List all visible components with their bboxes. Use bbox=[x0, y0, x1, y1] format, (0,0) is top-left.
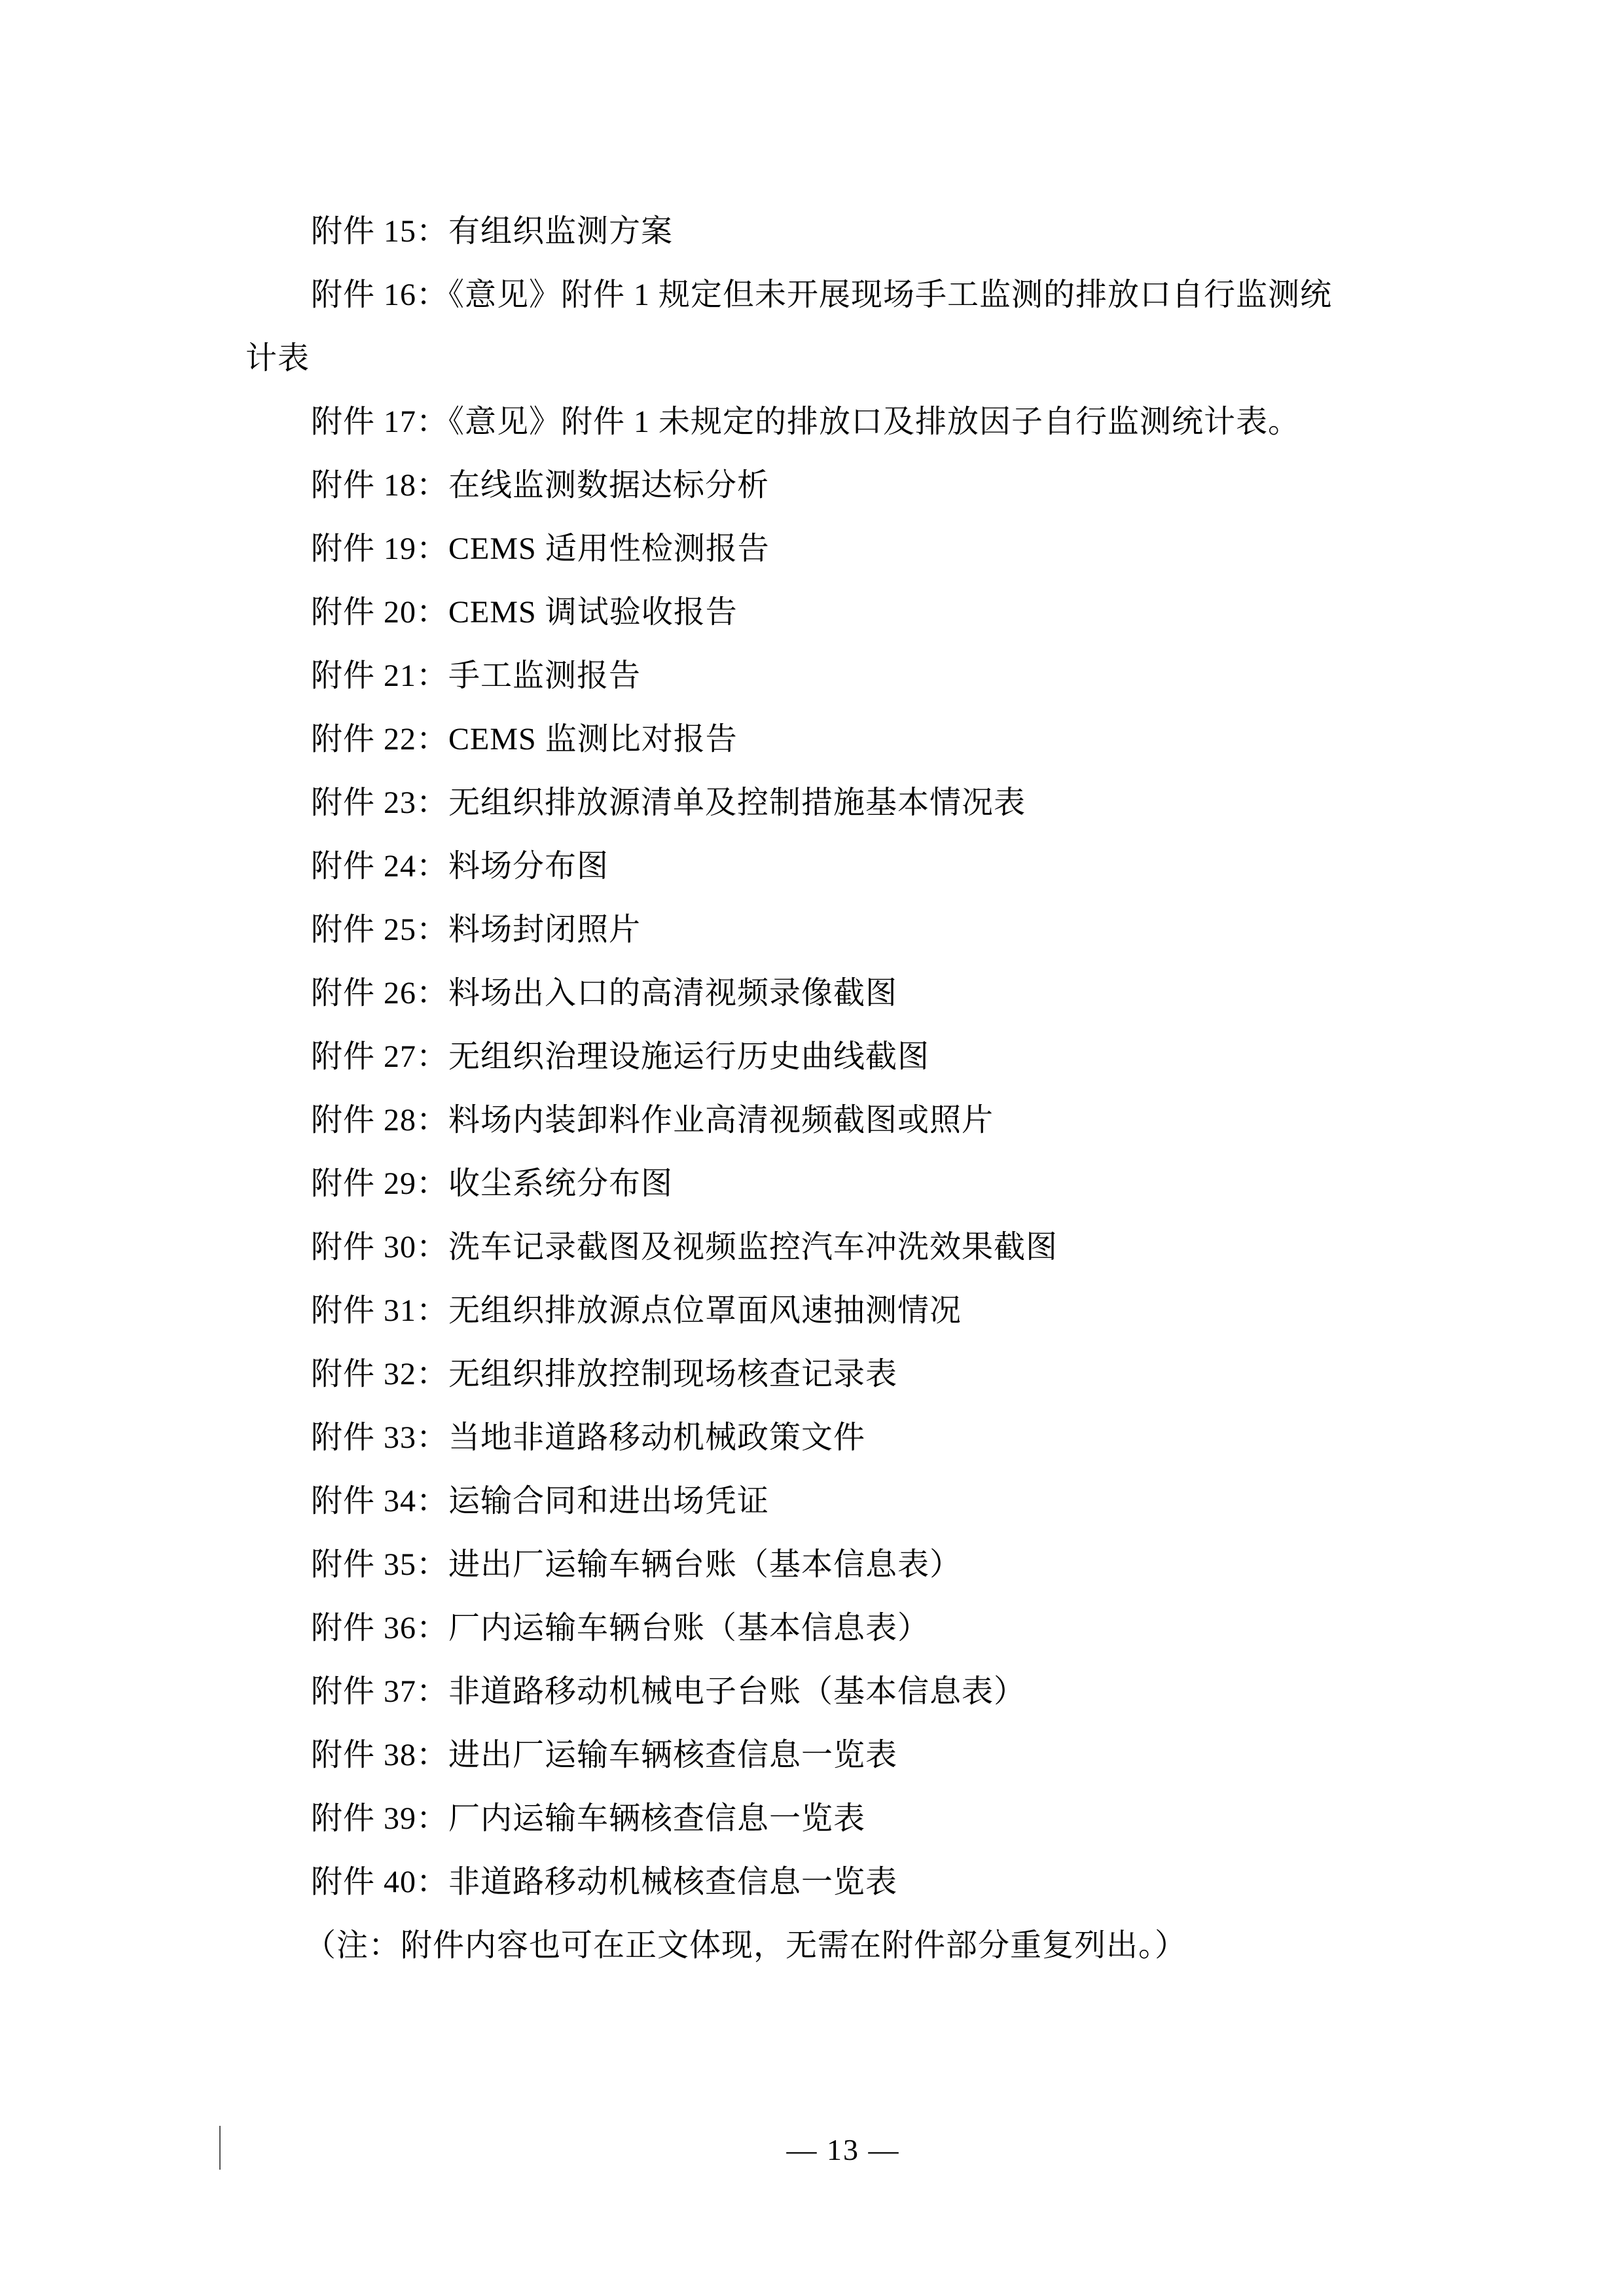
attachment-title: 当地非道路移动机械政策文件 bbox=[448, 1420, 866, 1455]
attachment-label: 附件 16： bbox=[311, 278, 449, 312]
attachment-label: 附件 38： bbox=[311, 1738, 449, 1772]
attachment-title: 无组织排放控制现场核查记录表 bbox=[448, 1357, 898, 1391]
attachment-item-32 bbox=[245, 1342, 1378, 1406]
attachment-title: CEMS 调试验收报告 bbox=[448, 595, 738, 630]
attachment-list bbox=[245, 200, 1378, 1977]
attachment-label: 附件 26： bbox=[311, 976, 449, 1011]
attachment-item-34 bbox=[245, 1469, 1378, 1533]
attachment-label: 附件 40： bbox=[311, 1865, 449, 1899]
attachment-title: 料场内装卸料作业高清视频截图或照片 bbox=[448, 1103, 994, 1138]
attachment-title: 无组织排放源清单及控制措施基本情况表 bbox=[448, 785, 1026, 820]
page-number: — 13 — bbox=[786, 2133, 900, 2166]
attachment-label: 附件 35： bbox=[311, 1547, 449, 1582]
attachment-item-18 bbox=[245, 454, 1378, 517]
attachment-label: 附件 28： bbox=[311, 1103, 449, 1138]
attachment-item-15 bbox=[245, 200, 1378, 263]
attachment-title: 收尘系统分布图 bbox=[448, 1166, 674, 1201]
attachment-item-28 bbox=[245, 1088, 1378, 1152]
attachment-label: 附件 15： bbox=[311, 214, 449, 249]
attachment-title: 料场分布图 bbox=[448, 849, 609, 884]
attachment-label: 附件 37： bbox=[311, 1674, 449, 1709]
attachment-item-39 bbox=[245, 1787, 1378, 1850]
attachment-item-35 bbox=[245, 1533, 1378, 1596]
attachment-label: 附件 23： bbox=[311, 785, 449, 820]
attachment-title: 无组织排放源点位罩面风速抽测情况 bbox=[448, 1293, 962, 1328]
attachment-label: 附件 32： bbox=[311, 1357, 449, 1391]
attachment-item-20 bbox=[245, 581, 1378, 644]
attachment-title: 洗车记录截图及视频监控汽车冲洗效果截图 bbox=[448, 1230, 1058, 1265]
attachment-label: 附件 22： bbox=[311, 722, 449, 757]
attachment-item-33 bbox=[245, 1406, 1378, 1469]
attachment-item-30 bbox=[245, 1215, 1378, 1279]
attachment-title: 运输合同和进出场凭证 bbox=[448, 1484, 770, 1518]
attachment-label: 附件 24： bbox=[311, 849, 449, 884]
attachment-title: 在线监测数据达标分析 bbox=[448, 468, 770, 503]
attachment-item-16-continuation: 计表 bbox=[245, 341, 310, 376]
attachment-item-36 bbox=[245, 1596, 1378, 1660]
attachment-item-38 bbox=[245, 1723, 1378, 1787]
attachment-item-25 bbox=[245, 898, 1378, 961]
attachment-label: 附件 18： bbox=[311, 468, 449, 503]
attachment-title: 料场封闭照片 bbox=[448, 912, 641, 947]
attachment-label: 附件 31： bbox=[311, 1293, 449, 1328]
attachment-item-26 bbox=[245, 961, 1378, 1025]
attachment-item-22 bbox=[245, 708, 1378, 771]
attachment-title: 无组织治理设施运行历史曲线截图 bbox=[448, 1039, 930, 1074]
attachment-item-21 bbox=[245, 644, 1378, 708]
attachment-title: 非道路移动机械电子台账（基本信息表） bbox=[448, 1674, 1026, 1709]
attachment-label: 附件 39： bbox=[311, 1801, 449, 1836]
attachment-item-29 bbox=[245, 1152, 1378, 1215]
attachment-label: 附件 29： bbox=[311, 1166, 449, 1201]
attachment-item-31 bbox=[245, 1279, 1378, 1342]
attachment-title: 手工监测报告 bbox=[448, 658, 641, 693]
attachment-note: （注：附件内容也可在正文体现，无需在附件部分重复列出。） bbox=[304, 1928, 1187, 1963]
attachment-label: 附件 21： bbox=[311, 658, 449, 693]
attachment-item-27 bbox=[245, 1025, 1378, 1088]
attachment-title: 有组织监测方案 bbox=[448, 214, 674, 249]
attachment-item-23 bbox=[245, 771, 1378, 834]
attachment-label: 附件 34： bbox=[311, 1484, 449, 1518]
attachment-title: 《意见》附件 1 未规定的排放口及排放因子自行监测统计表。 bbox=[448, 404, 1301, 439]
attachment-label: 附件 36： bbox=[311, 1611, 449, 1645]
attachment-label: 附件 17： bbox=[311, 404, 449, 439]
attachment-title: 进出厂运输车辆核查信息一览表 bbox=[448, 1738, 898, 1772]
attachment-item-16 bbox=[245, 263, 1378, 327]
attachment-title: CEMS 监测比对报告 bbox=[448, 722, 738, 757]
attachment-item-19 bbox=[245, 517, 1378, 581]
attachment-label: 附件 25： bbox=[311, 912, 449, 947]
attachment-title: 进出厂运输车辆台账（基本信息表） bbox=[448, 1547, 962, 1582]
attachment-item-40 bbox=[245, 1850, 1378, 1914]
attachment-title: 非道路移动机械核查信息一览表 bbox=[448, 1865, 898, 1899]
attachment-label: 附件 30： bbox=[311, 1230, 449, 1265]
attachment-label: 附件 33： bbox=[311, 1420, 449, 1455]
attachment-item-24 bbox=[245, 834, 1378, 898]
attachment-title: 厂内运输车辆核查信息一览表 bbox=[448, 1801, 866, 1836]
attachment-label: 附件 27： bbox=[311, 1039, 449, 1074]
attachment-title: 厂内运输车辆台账（基本信息表） bbox=[448, 1611, 930, 1645]
attachment-label: 附件 19： bbox=[311, 531, 449, 566]
attachment-title: 《意见》附件 1 规定但未开展现场手工监测的排放口自行监测统 bbox=[448, 278, 1333, 312]
attachment-item-37 bbox=[245, 1660, 1378, 1723]
attachment-label: 附件 20： bbox=[311, 595, 449, 630]
attachment-item-17 bbox=[245, 390, 1378, 454]
attachment-title: CEMS 适用性检测报告 bbox=[448, 531, 770, 566]
attachment-title: 料场出入口的高清视频录像截图 bbox=[448, 976, 898, 1011]
